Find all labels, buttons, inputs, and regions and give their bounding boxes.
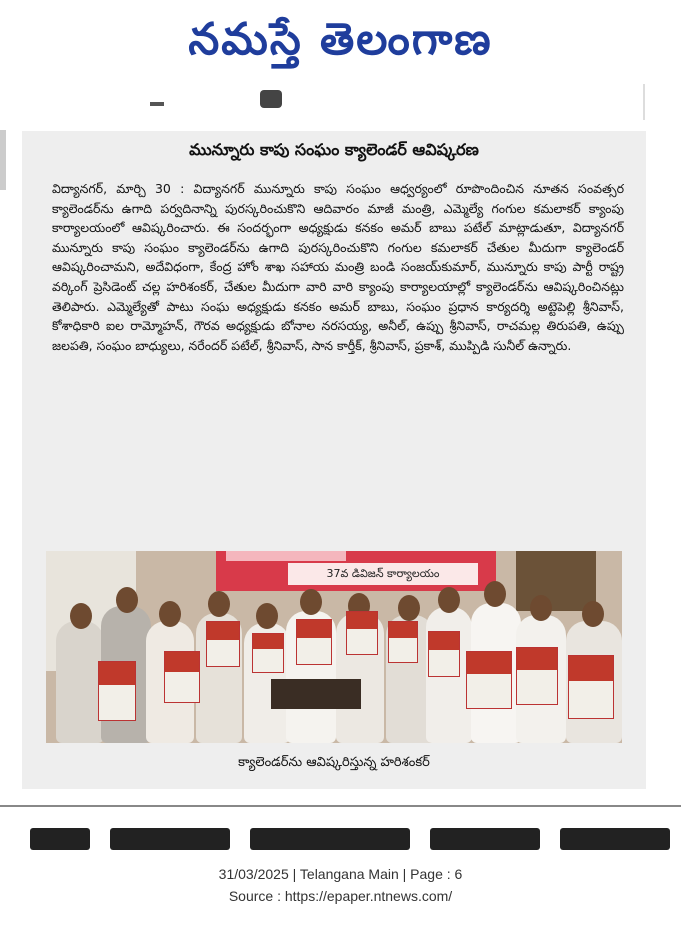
headline-fragment (250, 828, 410, 850)
text-fragment (150, 102, 164, 106)
article-body: విద్యానగర్, మార్చి 30 : విద్యానగర్ మున్నూరు కాపు సంఘం ఆధ్వర్యంలో రూపొందించిన నూతన సంవత్సర క్యాలెండర్‌ను ఉగాది పర్వదినాన్ని పురస్కరించుకొని ఆదివారం మాజీ మంత్రి, ఎమ్మెల్యే గంగుల కమలాకర్ క్యాంపు కార్యాలయంలో ఆవిష్కరించారు. ఈ సందర్భంగా అధ్యక్షుడు కనకం అమర్ బాబు పటేల్ మాట్లాడుతూ, విద్యానగర్ మున్నూరు కాపు సంఘం క్యాలెండర్‌ను ఉగాది పురస్కరించుకొని గంగుల కమలాకర్ చేతుల మీదుగా క్యాలెండర్ ఆవిష్కరించామని, అదేవిధంగా, కేంద్ర హోం శాఖ సహాయ మంత్రి బండి సంజయ్‌కుమార్, మున్నూరు కాపు పార్టీ రాష్ట్ర వర్కింగ్ ప్రెసిడెంట్ చల్ల హరిశంకర్, చేతుల మీదుగా వారి వారి క్యాంపు కార్యాలయాల్లో క్యాలెండర్‌ను ఆవిష్కరించినట్లు తెలిపారు. ఎమ్మెల్యేతో పాటు సంఘ అధ్యక్షుడు కనకం అమర్ బాబు, సంఘం ప్రధాన కార్యదర్శి అట్టెపెల్లి శ్రీనివాస్, కోశాధికారి ఐల రామ్మోహన్, గౌరవ అధ్యక్షుడు బోనాల నరసయ్య, అనీల్, ఉప్పు శ్రీనివాస్, రాచమల్ల తిరుపతి, ఉప్పు జలపతి, సంఘం బాధ్యులు, నరేందర్ పటేల్, శ్రీనివాస్, సాన కార్తీక్, శ్రీనివాస్, ప్రకాశ్, ముప్పిడి సునీల్ ఉన్నారు. (52, 181, 624, 353)
banner-top-strip (226, 551, 346, 561)
person-head (582, 601, 604, 627)
calendar-poster (346, 611, 378, 655)
photo-banner (216, 551, 496, 591)
footer-date-page: 31/03/2025 | Telangana Main | Page : 6 (218, 866, 463, 882)
headline-fragment (560, 828, 670, 850)
person-head (159, 601, 181, 627)
person-figure (56, 621, 104, 743)
calendar-poster (428, 631, 460, 677)
calendar-poster (252, 633, 284, 673)
person-head (70, 603, 92, 629)
person-head (208, 591, 230, 617)
calendar-poster (568, 655, 614, 719)
headline-fragment (110, 828, 230, 850)
person-head (300, 589, 322, 615)
footer-source: Source : https://epaper.ntnews.com/ (228, 888, 453, 904)
page-edge (0, 130, 6, 190)
person-head (484, 581, 506, 607)
newspaper-masthead (0, 0, 681, 80)
person-head (116, 587, 138, 613)
article-photo (46, 551, 622, 743)
headline-fragment (30, 828, 90, 850)
column-divider (643, 84, 645, 120)
person-head (530, 595, 552, 621)
calendar-poster (516, 647, 558, 705)
person-head (256, 603, 278, 629)
article-separator (0, 805, 681, 807)
text-fragment (260, 90, 282, 108)
cropped-next-headline (30, 822, 680, 850)
calendar-poster (296, 619, 332, 665)
calendar-poster (466, 651, 512, 709)
masthead-title: నమస్తే తెలంగాణ (188, 14, 493, 65)
calendar-poster (164, 651, 200, 703)
photo-background-window (516, 551, 596, 611)
table (271, 679, 361, 709)
person-head (438, 587, 460, 613)
photo-banner-text: 37వ డివిజన్ కార్యాలయం (288, 563, 478, 585)
article-headline: మున్నూరు కాపు సంఘం క్యాలెండర్ ఆవిష్కరణ (189, 140, 479, 159)
headline-fragment (430, 828, 540, 850)
photo-caption: క్యాలెండర్‌ను ఆవిష్కరిస్తున్న హరిశంకర్ (238, 755, 430, 770)
news-article (22, 131, 646, 789)
cropped-previous-article (150, 84, 645, 120)
calendar-poster (98, 661, 136, 721)
calendar-poster (388, 621, 418, 663)
person-head (398, 595, 420, 621)
calendar-poster (206, 621, 240, 667)
